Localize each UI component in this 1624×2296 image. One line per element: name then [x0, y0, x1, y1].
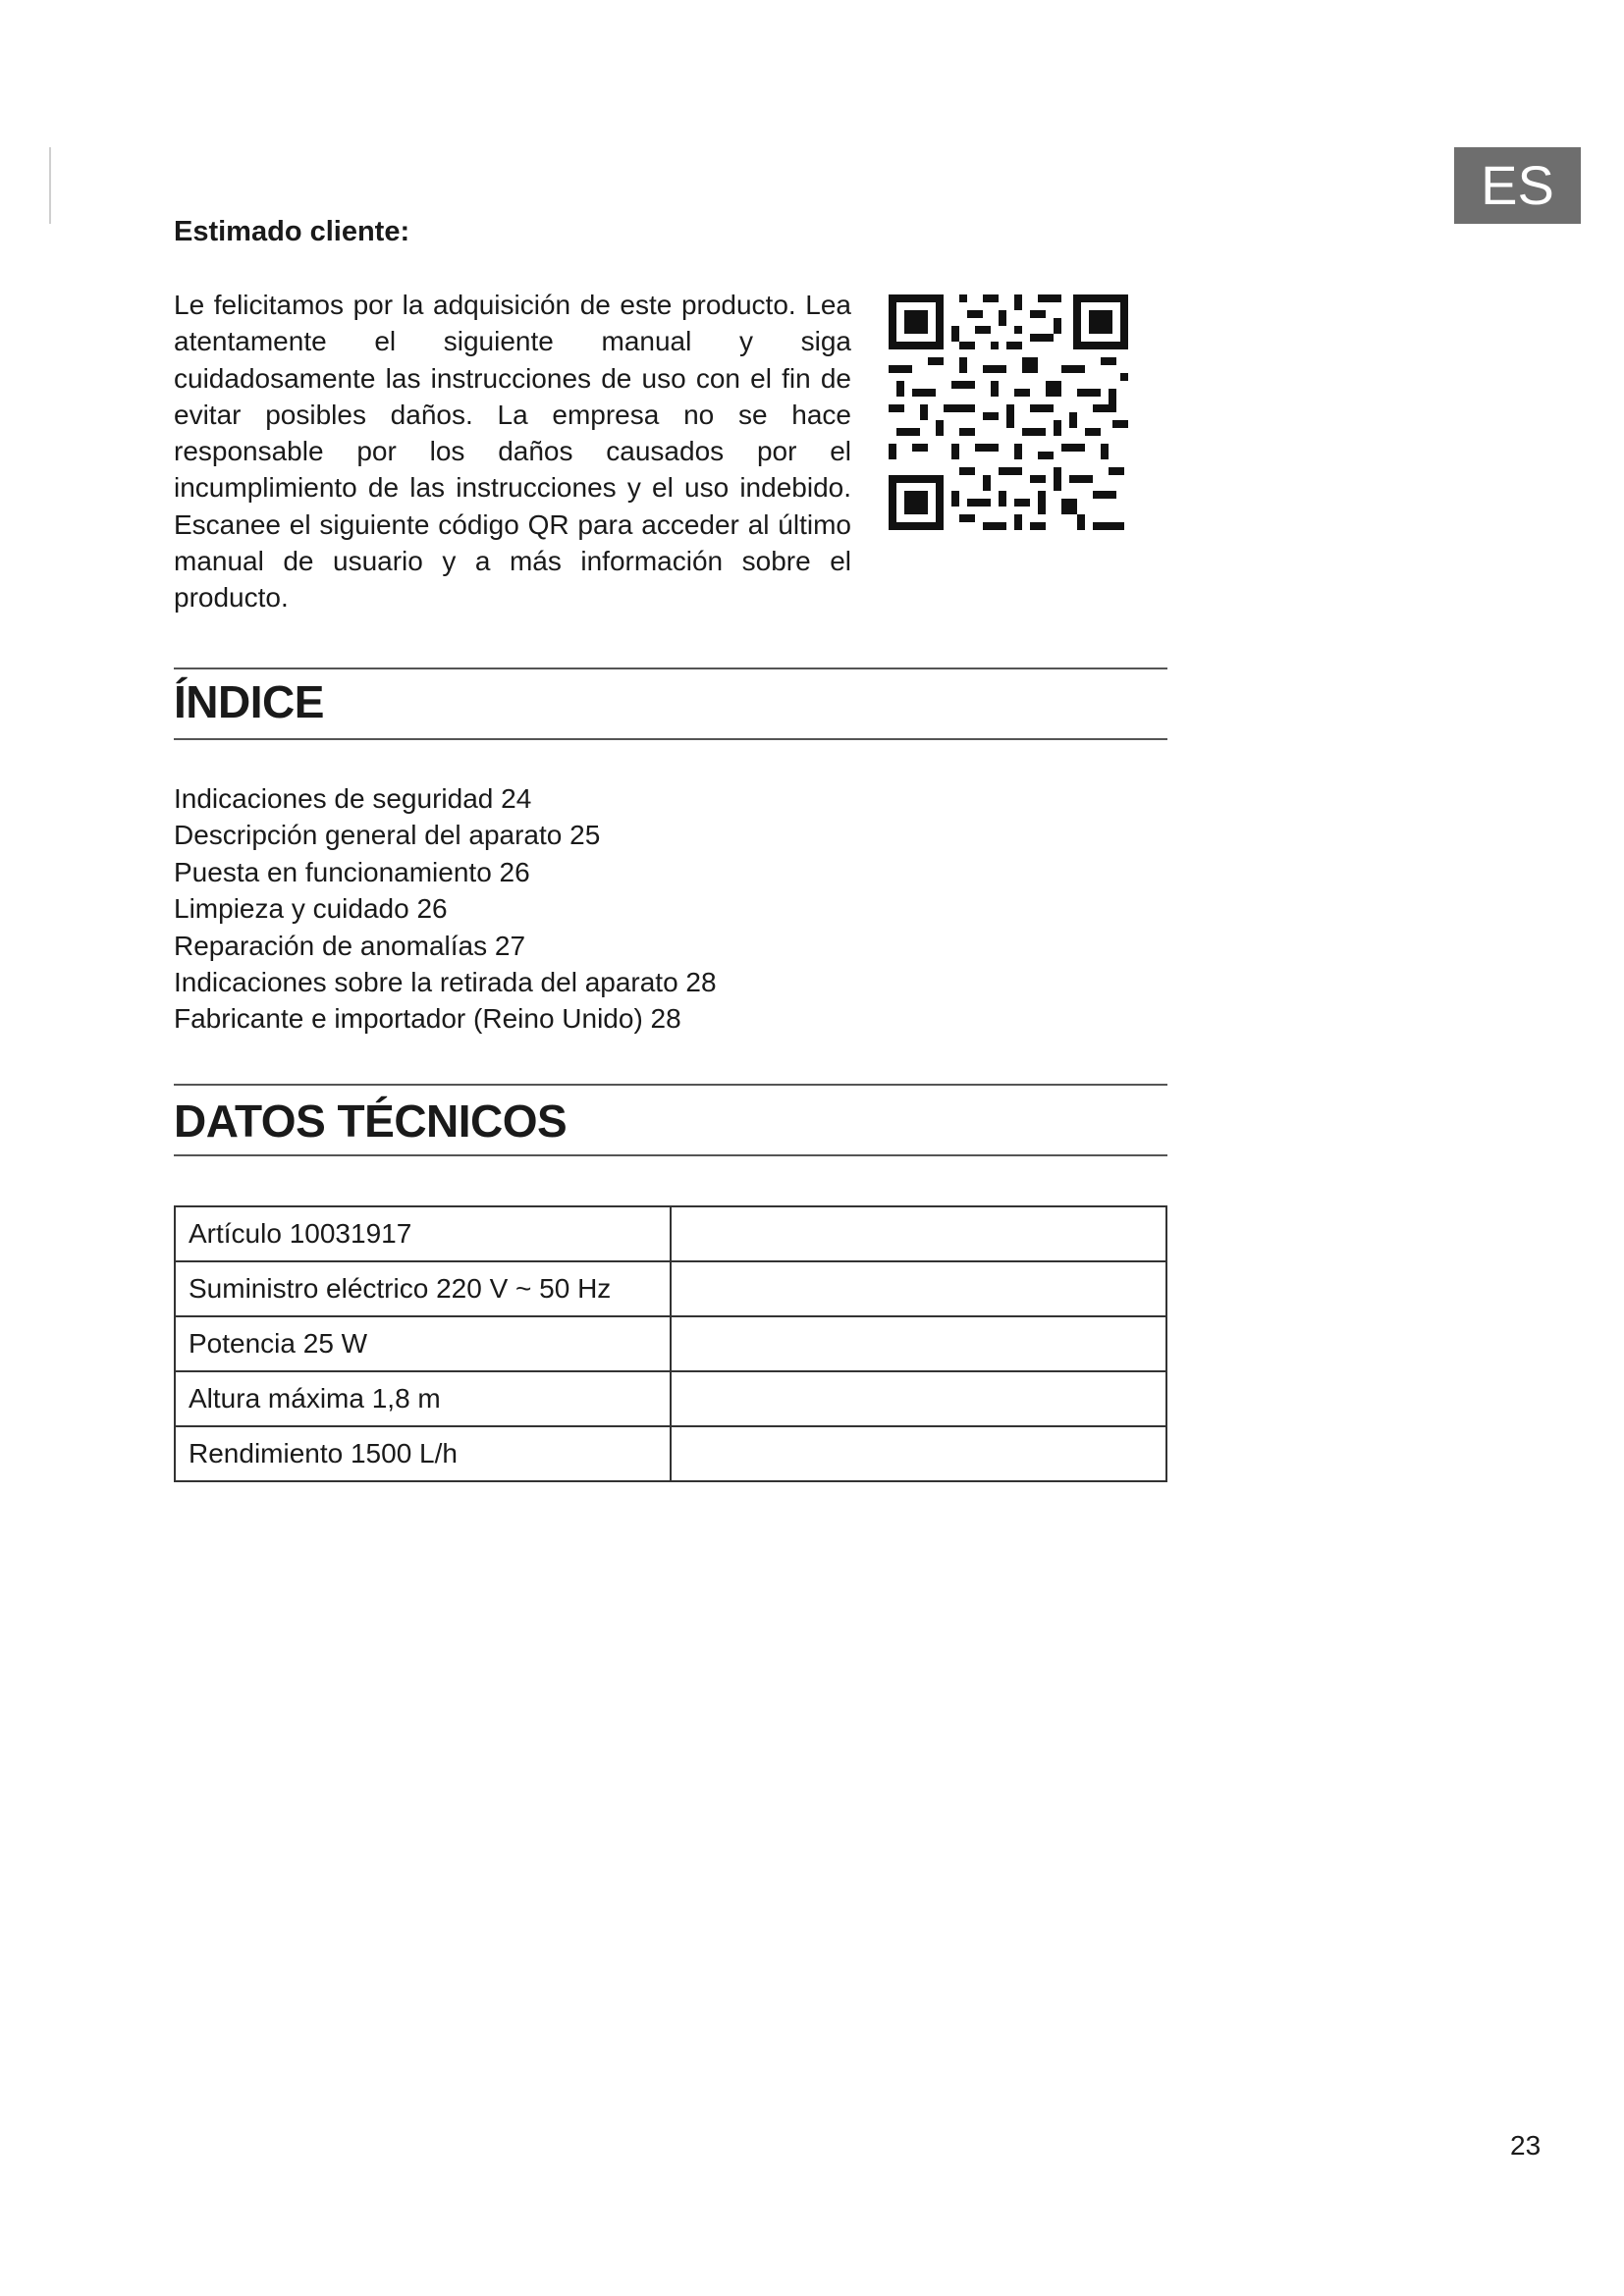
- greeting: Estimado cliente:: [174, 216, 410, 247]
- table-row: [175, 1261, 1166, 1316]
- margin-rule: [49, 147, 51, 224]
- index-entry: Fabricante e importador (Reino Unido) 28: [174, 1003, 681, 1035]
- spec-value: [671, 1316, 1166, 1371]
- table-row: [175, 1206, 1166, 1261]
- table-row: [175, 1371, 1166, 1426]
- page-number: 23: [1510, 2130, 1542, 2161]
- index-entry: Limpieza y cuidado 26: [174, 893, 448, 925]
- index-heading: ÍNDICE: [174, 676, 324, 727]
- specs-table: [174, 1205, 1167, 1482]
- spec-label: Potencia 25 W: [175, 1316, 671, 1371]
- spec-value: [671, 1371, 1166, 1426]
- specs-bottom-rule: [174, 1154, 1167, 1156]
- specs-top-rule: [174, 1084, 1167, 1086]
- qr-code-icon: [889, 294, 1128, 540]
- index-entry: Indicaciones de seguridad 24: [174, 783, 532, 814]
- index-bottom-rule: [174, 738, 1167, 740]
- index-entry: Puesta en funcionamiento 26: [174, 856, 530, 887]
- spec-value: [671, 1261, 1166, 1316]
- spec-label: Suministro eléctrico 220 V ~ 50 Hz: [175, 1261, 671, 1316]
- spec-value: [671, 1426, 1166, 1481]
- intro-paragraph: Le felicitamos por la adquisición de este producto. Lea atentamente el siguiente manual y siga cuidadosamente las instrucciones de uso con el fin de evitar posibles daños. La empresa no se hace responsable por los daños causados por el incumplimiento de las instrucciones y el uso indebido. Escanee el siguiente código QR para acceder al último manual de usuario y a más información sobre el producto.: [174, 290, 851, 614]
- table-row: [175, 1426, 1166, 1481]
- spec-value: [671, 1206, 1166, 1261]
- index-list: [174, 780, 717, 1038]
- language-badge: ES: [1454, 147, 1581, 224]
- index-top-rule: [174, 667, 1167, 669]
- spec-label: Altura máxima 1,8 m: [175, 1371, 671, 1426]
- spec-label: Artículo 10031917: [175, 1206, 671, 1261]
- index-entry: Descripción general del aparato 25: [174, 820, 601, 851]
- specs-heading: DATOS TÉCNICOS: [174, 1095, 568, 1147]
- table-row: [175, 1316, 1166, 1371]
- index-entry: Reparación de anomalías 27: [174, 930, 526, 961]
- index-entry: Indicaciones sobre la retirada del aparato 28: [174, 967, 717, 998]
- spec-label: Rendimiento 1500 L/h: [175, 1426, 671, 1481]
